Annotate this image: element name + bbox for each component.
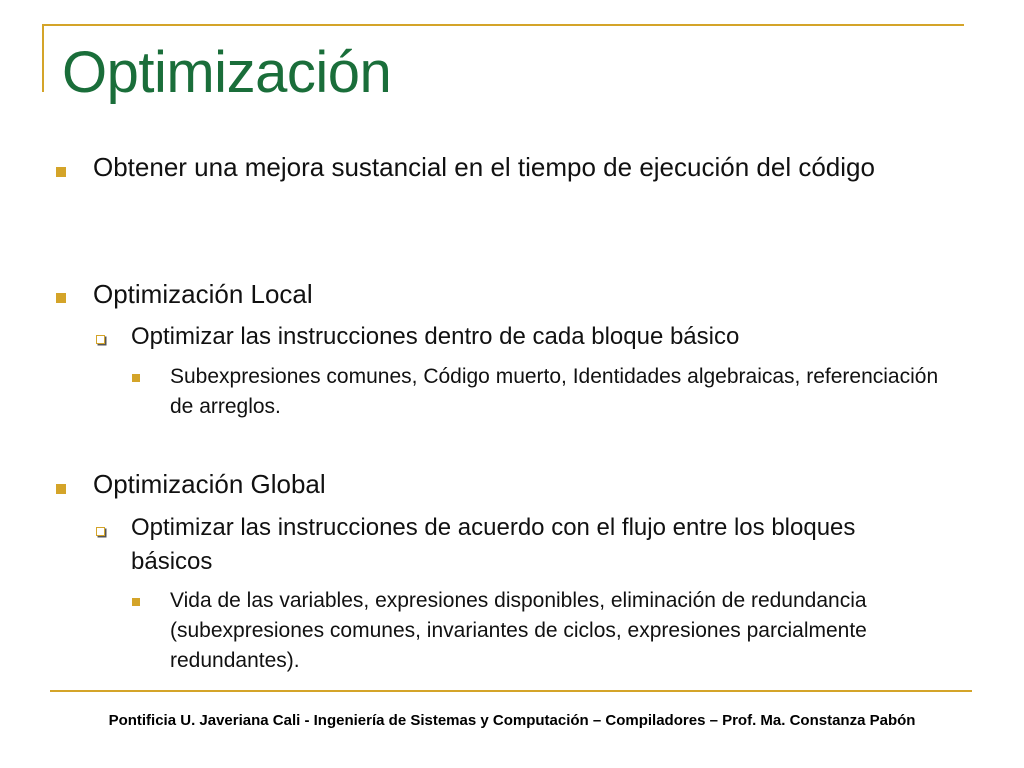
hollow-square-bullet-icon xyxy=(96,335,105,344)
left-border-line xyxy=(42,24,44,92)
slide-footer: Pontificia U. Javeriana Cali - Ingeniería de Sistemas y Computación – Compiladores – Prof. Ma. Constanza Pabón xyxy=(108,712,916,729)
top-border-line xyxy=(42,24,964,26)
square-bullet-icon xyxy=(132,598,140,606)
bullet-optimizacion-local: Optimización Local xyxy=(93,279,313,309)
sub-sub-bullet-subexpresiones: Subexpresiones comunes, Código muerto, Identidades algebraicas, referenciación de arreglos. xyxy=(170,365,939,418)
sub-sub-bullet-vida-variables: Vida de las variables, expresiones disponibles, eliminación de redundancia (subexpresiones comunes, invariantes de ciclos, expresiones parcialmente redundantes). xyxy=(170,589,867,672)
square-bullet-icon xyxy=(56,293,66,303)
slide-title: Optimización xyxy=(62,40,392,105)
hollow-square-bullet-icon xyxy=(96,527,105,536)
square-bullet-icon xyxy=(56,484,66,494)
bullet-mejora: Obtener una mejora sustancial en el tiempo de ejecución del código xyxy=(93,152,875,182)
sub-bullet-bloque-basico: Optimizar las instrucciones dentro de cada bloque básico xyxy=(131,323,740,350)
footer-divider-line xyxy=(50,690,972,692)
bullet-optimizacion-global: Optimización Global xyxy=(93,469,326,499)
square-bullet-icon xyxy=(56,167,66,177)
sub-bullet-flujo-bloques: Optimizar las instrucciones de acuerdo con el flujo entre los bloques básicos xyxy=(131,514,856,575)
square-bullet-icon xyxy=(132,374,140,382)
